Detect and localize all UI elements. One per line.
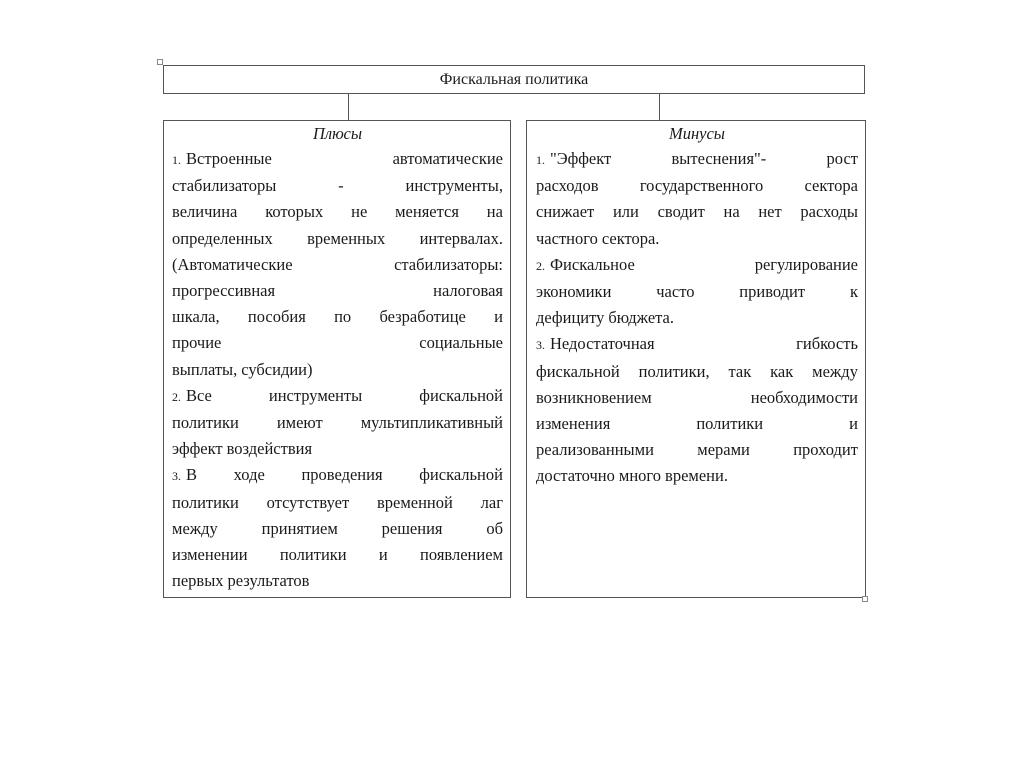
word: выплаты, — [172, 359, 238, 379]
word: так — [728, 361, 752, 381]
word: много — [618, 466, 662, 486]
word: между — [172, 518, 218, 538]
word: проходит — [793, 440, 858, 460]
word: расходы — [800, 202, 858, 222]
word: автоматические — [392, 149, 503, 168]
list-item-line — [172, 490, 503, 516]
cons-heading: Минусы — [668, 124, 725, 143]
item-number: 2. — [172, 389, 181, 404]
word: Фискальное — [550, 254, 635, 274]
word: величина — [172, 202, 238, 222]
word: политики — [279, 545, 347, 565]
word: дефициту — [536, 308, 605, 328]
word: В — [186, 465, 198, 485]
first-word — [536, 146, 611, 173]
word: мультипликативный — [360, 413, 503, 433]
word: регулирование — [754, 254, 858, 274]
list-item-line — [536, 331, 858, 358]
connector-right — [659, 94, 660, 120]
word: Недостаточная — [550, 334, 655, 354]
word: временных — [307, 228, 386, 248]
word: государственного — [639, 176, 764, 196]
word: экономики — [536, 282, 612, 302]
word: социальные — [419, 333, 503, 353]
word: к — [849, 282, 858, 302]
word: вытеснения"- — [671, 149, 767, 168]
list-item-line — [172, 436, 503, 462]
word: или — [612, 202, 639, 222]
word: ходе — [233, 465, 265, 485]
word: принятием — [261, 518, 338, 538]
word: Встроенные — [186, 149, 272, 168]
word: гибкость — [796, 334, 858, 354]
word: реализованными — [536, 440, 654, 460]
word: нет — [758, 202, 782, 222]
list-item-line — [536, 146, 858, 173]
title-box — [163, 65, 865, 94]
list-item-line — [536, 305, 858, 331]
list-item-line — [536, 437, 858, 463]
word: изменении — [172, 545, 248, 565]
word: частного — [536, 228, 598, 248]
word: субсидии) — [241, 359, 313, 379]
item-number: 3. — [172, 469, 181, 484]
word: стабилизаторы: — [394, 254, 503, 274]
word: приводит — [739, 282, 806, 302]
word: необходимости — [750, 387, 858, 407]
item-number: 1. — [172, 153, 181, 167]
connector-left — [348, 94, 349, 120]
word: пособия — [247, 307, 306, 327]
word: воздействия — [226, 439, 313, 459]
list-item-line — [172, 278, 503, 304]
list-item-line — [172, 542, 503, 568]
first-word — [536, 331, 655, 358]
word: расходов — [536, 176, 599, 196]
word: временной — [376, 492, 453, 512]
word: не — [351, 202, 368, 222]
word: результатов — [227, 571, 310, 591]
cons-box — [526, 120, 866, 598]
word: проведения — [301, 465, 383, 485]
word: эффект — [172, 439, 223, 459]
word: политики, — [638, 361, 710, 381]
list-item-line — [172, 304, 503, 330]
word: возникновением — [536, 387, 652, 407]
list-item-line — [536, 385, 858, 411]
word: появлением — [420, 545, 503, 565]
word: снижает — [536, 202, 595, 222]
word: сектора. — [601, 228, 660, 248]
list-item-line — [172, 357, 503, 383]
word: меняется — [395, 202, 459, 222]
word: по — [334, 307, 352, 327]
word: об — [486, 518, 503, 538]
word: решения — [381, 518, 443, 538]
list-item-line — [172, 383, 503, 410]
word: лаг — [480, 492, 503, 512]
word: интервалах. — [419, 228, 503, 248]
word: рост — [826, 149, 858, 168]
word: налоговая — [433, 281, 503, 301]
word: на — [486, 202, 503, 222]
list-item-line — [536, 199, 858, 225]
word: на — [723, 202, 740, 222]
word: сводит — [657, 202, 705, 222]
list-item-line — [172, 462, 503, 489]
word: политики — [696, 414, 764, 434]
word: стабилизаторы — [172, 176, 277, 196]
word: времени. — [665, 466, 728, 486]
list-item-line — [172, 568, 503, 594]
word: и — [494, 307, 503, 327]
list-item-line — [172, 146, 503, 173]
list-item-line — [536, 463, 858, 489]
list-item-line — [536, 411, 858, 437]
list-item-line — [536, 359, 858, 385]
word: имеют — [276, 413, 323, 433]
word: инструменты, — [405, 176, 503, 196]
pros-heading: Плюсы — [312, 124, 363, 143]
word: первых — [172, 571, 224, 591]
word: как — [770, 361, 794, 381]
cons-list — [536, 146, 858, 490]
word: прогрессивная — [172, 281, 276, 301]
pros-list — [172, 146, 503, 594]
word: (Автоматические — [172, 254, 293, 274]
list-item-line — [172, 226, 503, 252]
word: часто — [656, 282, 695, 302]
word: - — [338, 176, 344, 196]
word: достаточно — [536, 466, 615, 486]
first-word — [172, 462, 197, 489]
word: и — [378, 545, 388, 565]
list-item-line — [536, 226, 858, 252]
word: Все — [186, 385, 212, 405]
word: отсутствует — [266, 492, 350, 512]
word: определенных — [172, 228, 273, 248]
word: фискальной — [419, 465, 503, 485]
pros-box — [163, 120, 511, 598]
word: и — [849, 414, 858, 434]
list-item-line — [172, 173, 503, 199]
word: фискальной — [419, 385, 503, 405]
word: безработице — [379, 307, 466, 327]
word: фискальной — [536, 361, 620, 381]
list-item-line — [172, 252, 503, 278]
word: "Эффект — [550, 149, 612, 168]
word: сектора — [804, 176, 858, 196]
word: которых — [265, 202, 324, 222]
first-word — [172, 146, 272, 173]
list-item-line — [172, 330, 503, 356]
first-word — [536, 252, 635, 279]
item-number: 3. — [536, 338, 545, 353]
first-word — [172, 383, 212, 410]
word: политики — [172, 413, 239, 433]
item-number: 1. — [536, 153, 545, 167]
item-number: 2. — [536, 258, 545, 273]
list-item-line — [536, 279, 858, 305]
word: мерами — [697, 440, 750, 460]
list-item-line — [172, 516, 503, 542]
word: политики — [172, 492, 239, 512]
diagram-title: Фискальная политика — [439, 71, 589, 88]
word: бюджета. — [608, 308, 675, 328]
word: изменения — [536, 414, 611, 434]
list-item-line — [536, 252, 858, 279]
list-item-line — [536, 173, 858, 199]
list-item-line — [172, 410, 503, 436]
selection-handle — [862, 596, 868, 602]
word: прочие — [172, 333, 222, 353]
word: шкала, — [172, 307, 220, 327]
word: между — [812, 361, 858, 381]
word: инструменты — [268, 385, 363, 405]
list-item-line — [172, 199, 503, 225]
